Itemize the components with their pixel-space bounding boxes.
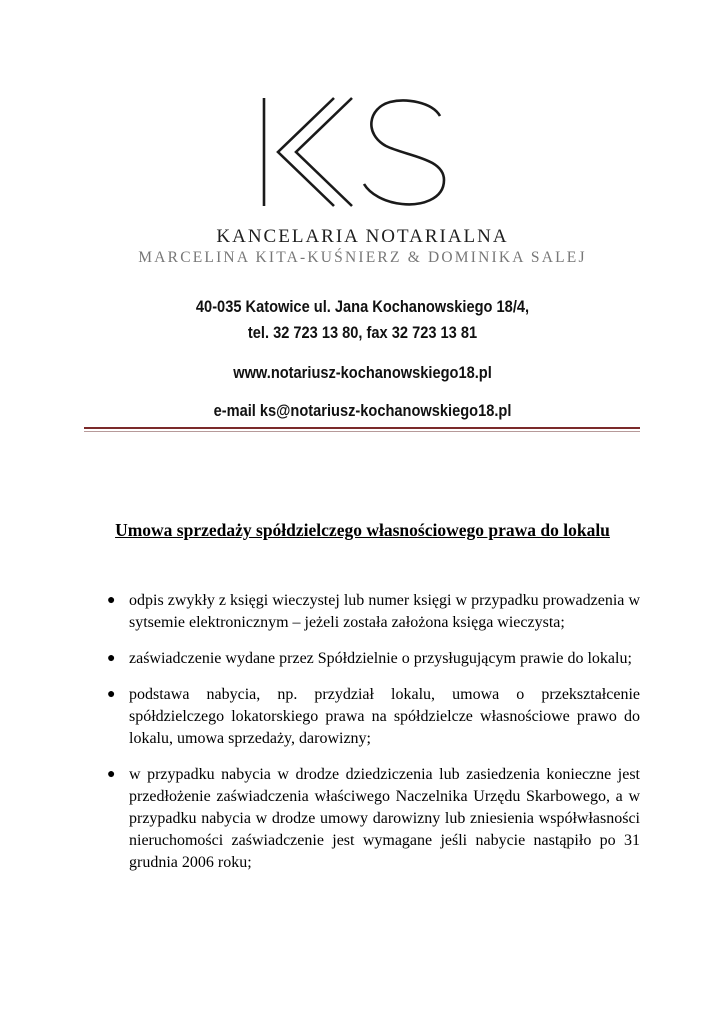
list-item-text: w przypadku nabycia w drodze dziedziczenia lub zasiedzenia konieczne jest przedłożenie zaświadczenia właściwego Naczelnika Urzędu Skarbowego, a w przypadku nabycia w drodze umowy darowizny lub zniesienia współwłasności nieruchomości zaświadczenie jest wymagane jeśli nabycie nastąpiło po 31 grudnia 2006 roku; xyxy=(129,766,640,871)
website-link[interactable]: www.notariusz-kochanowskiego18.pl xyxy=(233,363,492,382)
email-link[interactable]: e-mail ks@notariusz-kochanowskiego18.pl xyxy=(213,401,512,420)
address-line: 40-035 Katowice ul. Jana Kochanowskiego 18/4, xyxy=(195,297,530,316)
list-item xyxy=(104,684,640,750)
list-item xyxy=(104,764,640,874)
bullet-icon: ● xyxy=(107,767,116,782)
requirements-list xyxy=(104,590,640,888)
firm-partners: MARCELINA KITA-KUŚNIERZ & DOMINIKA SALEJ xyxy=(138,249,587,266)
list-item xyxy=(104,590,640,634)
list-item-text: zaświadczenie wydane przez Spółdzielnie o przysługującym prawie do lokalu; xyxy=(129,650,632,667)
phone-line: tel. 32 723 13 80, fax 32 723 13 81 xyxy=(247,323,478,342)
list-item-text: podstawa nabycia, np. przydział lokalu, umowa o przekształcenie spółdzielczego lokatorskiego prawa na spółdzielcze własnościowe prawo do lokalu, umowa sprzedaży, darowizny; xyxy=(129,686,640,747)
firm-name: KANCELARIA NOTARIALNA xyxy=(216,226,509,247)
document-title: Umowa sprzedaży spółdzielczego własnościowego prawa do lokalu xyxy=(115,520,610,540)
list-item-text: odpis zwykły z księgi wieczystej lub numer księgi w przypadku prowadzenia w sytsemie elektronicznym – jeżeli została założona księga wieczysta; xyxy=(129,592,640,631)
bullet-icon: ● xyxy=(107,593,116,608)
header-divider-thin xyxy=(84,431,640,432)
bullet-icon: ● xyxy=(107,651,116,666)
header-divider xyxy=(84,427,640,429)
bullet-icon: ● xyxy=(107,687,116,702)
ks-logo xyxy=(256,96,452,208)
list-item xyxy=(104,648,640,670)
